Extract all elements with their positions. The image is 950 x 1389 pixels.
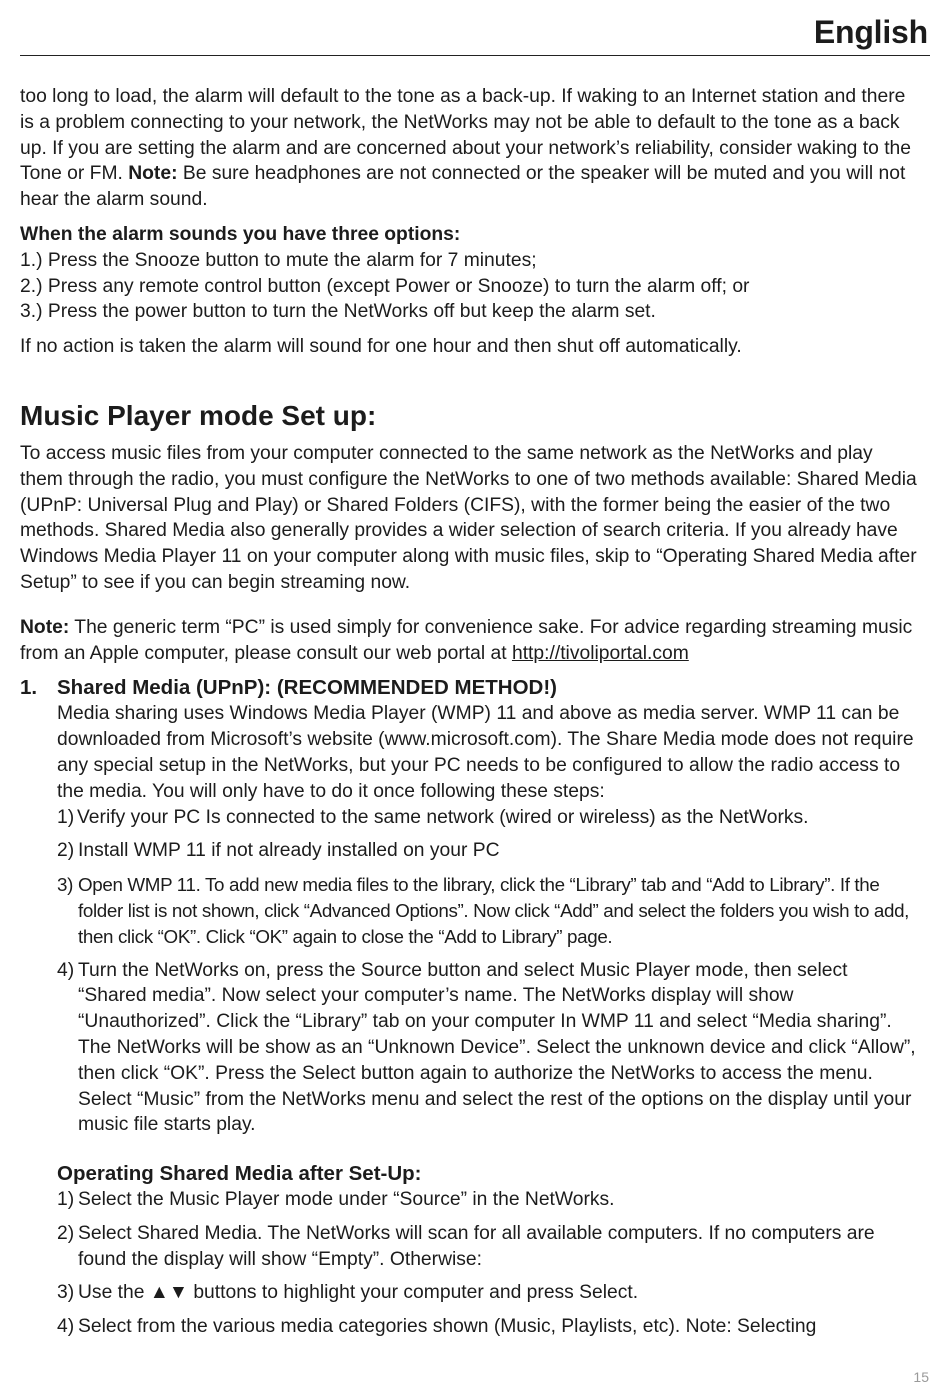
note-paragraph	[20, 615, 920, 667]
no-action-text: If no action is taken the alarm will sound for one hour and then shut off automatically.	[20, 336, 742, 358]
step-text: Use the ▲▼ buttons to highlight your computer and press Select.	[78, 1282, 639, 1304]
step-text: Select the Music Player mode under “Source” in the NetWorks.	[78, 1189, 615, 1211]
operating-heading: Operating Shared Media after Set-Up:	[57, 1162, 422, 1186]
step-text: Open WMP 11. To add new media files to the library, click the “Library” tab and “Add to Library”. If the folder list is not shown, click “Advanced Options”. Now click “Add” and select the folders you wish to add, then click “OK”. Click “OK” again to close the “Add to Library” page.	[78, 874, 910, 947]
step-text: Turn the NetWorks on, press the Source button and select Music Player mode, then select “Shared media”. Now select your computer’s name. The NetWorks display will show “Unauthorized”. Click the “Library” tab on your computer In WMP 11 and select “Media sharing”. The NetWorks will be show as an “Unknown Device”. Select the unknown device and click “Allow”, then click “OK”. Press the Select button again to authorize the NetWorks to access the menu. Select “Music” from the NetWorks menu and select the rest of the options on the display until your music file starts play.	[78, 959, 916, 1136]
setup-step-1	[20, 805, 920, 831]
operating-step-4	[20, 1314, 920, 1340]
step-number: 2)	[57, 1222, 75, 1244]
alarm-option-1: 1.) Press the Snooze button to mute the alarm for 7 minutes;	[20, 249, 537, 271]
header-divider	[20, 55, 930, 56]
step-text: Verify your PC Is connected to the same network (wired or wireless) as the NetWorks.	[77, 806, 809, 828]
operating-step-1	[20, 1187, 920, 1213]
intro-text-a: too long to load, the alarm will default to the tone as a back-up. If waking to an Internet station and there is a problem connecting to your network, the NetWorks may not be able to default to the tone as a back up. If you are setting the alarm and are concerned about your network’s reliability, consider waking to the Tone or FM.	[20, 86, 912, 185]
tivoli-portal-link[interactable]: http://tivoliportal.com	[511, 642, 689, 664]
note-label: Note:	[20, 616, 70, 638]
page-number: 15	[913, 1369, 929, 1385]
language-label: English	[813, 14, 928, 50]
section-intro-paragraph: To access music files from your computer connected to the same network as the NetWorks and play them through the radio, you must configure the NetWorks to one of two methods available: Shared Media (UPnP: Universal Plug and Play) or Shared Folders (CIFS), with the former being the easier of the two methods. Shared Media also generally provides a wider selection of search criteria. If you already have Windows Media Player 11 on your computer along with music files, skip to “Operating Shared Media after Setup” to see if you can begin streaming now.	[20, 442, 917, 593]
alarm-options-heading: When the alarm sounds you have three options:	[20, 223, 461, 245]
step-number: 4)	[57, 1316, 75, 1338]
step-number: 1)	[57, 806, 75, 828]
page-content	[20, 84, 920, 1340]
method-1-title: Shared Media (UPnP): (RECOMMENDED METHOD!)	[57, 676, 557, 700]
operating-step-2	[20, 1221, 920, 1273]
method-1-number: 1.	[20, 676, 38, 700]
alarm-option-2: 2.) Press any remote control button (except Power or Snooze) to turn the alarm off; or	[20, 275, 750, 297]
alarm-option-3: 3.) Press the power button to turn the NetWorks off but keep the alarm set.	[20, 301, 656, 323]
method-1-heading	[20, 674, 920, 701]
intro-text-b: Be sure headphones are not connected or the speaker will be muted and you will not hear the alarm sound.	[20, 163, 906, 211]
step-number: 4)	[57, 959, 75, 981]
step-number: 1)	[57, 1189, 75, 1211]
step-text: Install WMP 11 if not already installed on your PC	[78, 840, 500, 862]
setup-step-4	[20, 958, 920, 1139]
step-number: 3)	[57, 874, 73, 896]
step-text: Select from the various media categories shown (Music, Playlists, etc). Note: Selecting	[78, 1316, 817, 1338]
step-text: Select Shared Media. The NetWorks will scan for all available computers. If no computers are found the display will show “Empty”. Otherwise:	[78, 1222, 875, 1270]
setup-step-2	[20, 838, 920, 864]
intro-paragraph	[20, 84, 920, 213]
method-1-description: Media sharing uses Windows Media Player (WMP) 11 and above as media server. WMP 11 can be downloaded from Microsoft’s website (www.microsoft.com). The Share Media mode does not require any special setup in the NetWorks, but your PC needs to be configured to allow the radio access to the media. You will only have to do it once following these steps:	[57, 703, 914, 802]
setup-step-3	[20, 872, 920, 949]
intro-note-label: Note:	[128, 163, 178, 185]
step-number: 3)	[57, 1282, 75, 1304]
section-title: Music Player mode Set up:	[20, 399, 377, 431]
operating-step-3	[20, 1280, 920, 1306]
step-number: 2)	[57, 840, 75, 862]
note-text: The generic term “PC” is used simply for convenience sake. For advice regarding streaming music from an Apple computer, please consult our web portal at	[20, 616, 913, 664]
